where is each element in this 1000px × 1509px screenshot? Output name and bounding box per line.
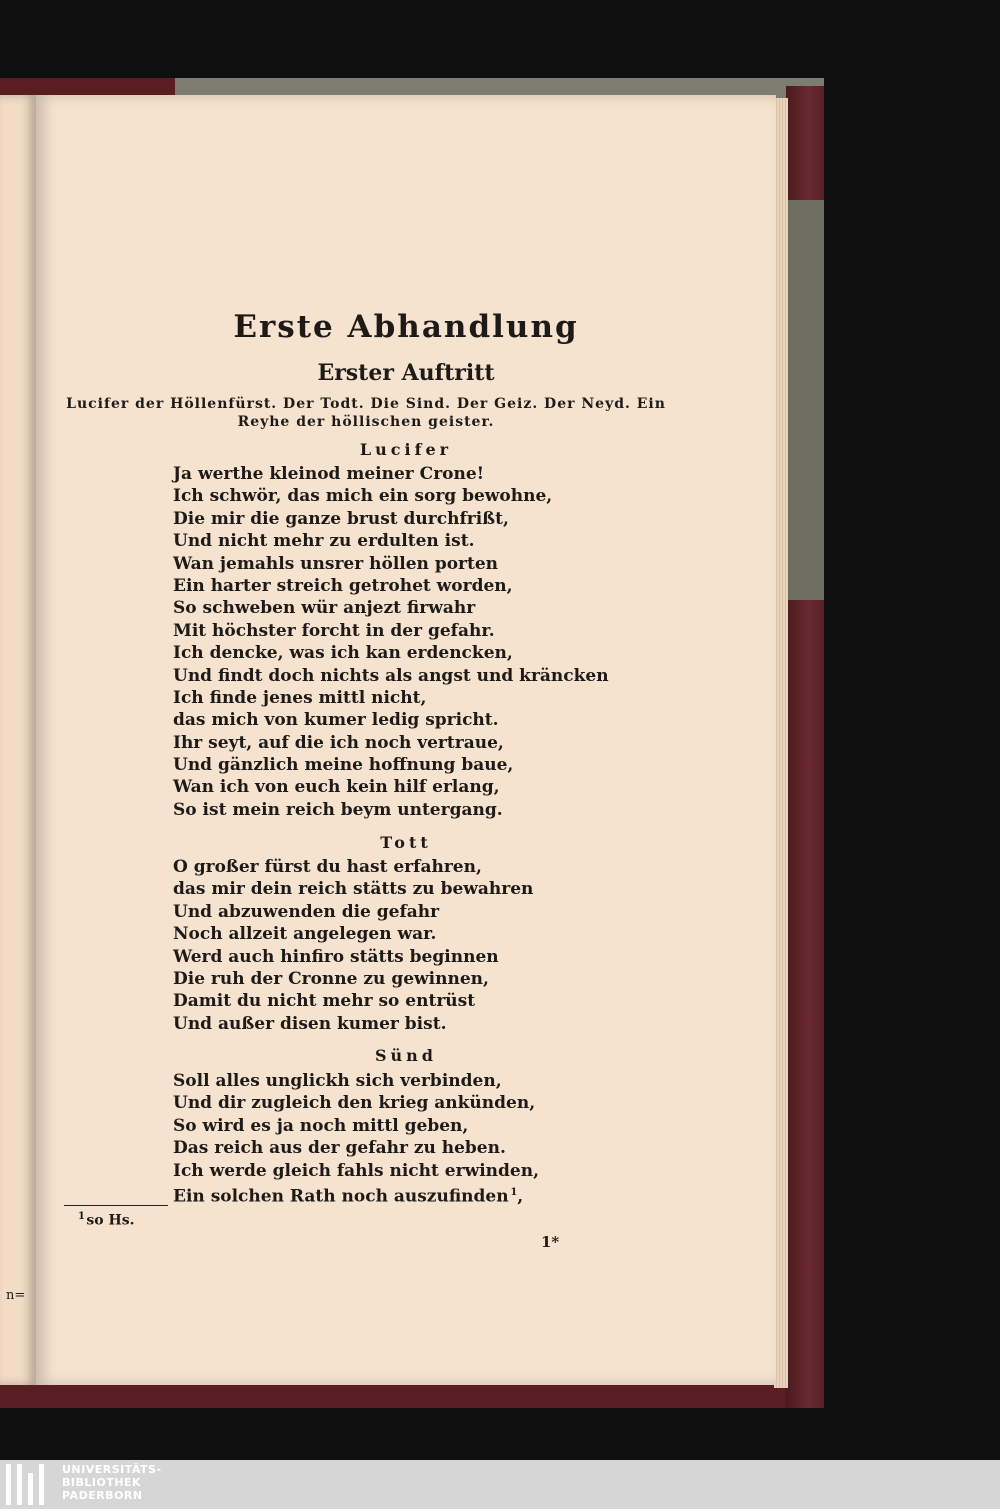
cover-marbled-panel <box>786 200 824 600</box>
footnote-reference: 1 <box>510 1186 518 1198</box>
library-logo-icon <box>6 1464 44 1505</box>
verse-line: Ich dencke, was ich kan erdencken, <box>173 643 513 664</box>
verse-block <box>173 1070 653 1207</box>
verse-line: Mit höchster forcht in der gefahr. <box>173 620 495 641</box>
library-name-line: BIBLIOTHEK <box>62 1476 142 1489</box>
verse-line: Und findt doch nichts als angst und kräncken <box>173 665 609 686</box>
cast-list <box>66 395 666 431</box>
verse-line: So schweben wür anjezt firwahr <box>173 598 476 619</box>
verse-line-text: Ein solchen Rath noch auszufinden <box>173 1186 509 1207</box>
verse-line: Und außer disen kumer bist. <box>173 1013 447 1034</box>
verse-block <box>173 463 653 821</box>
printer-signature: 1* <box>541 1233 560 1251</box>
verse-line: Ich finde jenes mittl nicht, <box>173 687 427 708</box>
verse-line-punctuation: , <box>517 1186 524 1207</box>
footnote-rule <box>64 1205 168 1206</box>
verse-line: Das reich aus der gefahr zu heben. <box>173 1138 506 1159</box>
verse-line: So wird es ja noch mittl geben, <box>173 1115 469 1136</box>
left-page-fragment: n= <box>6 1288 26 1303</box>
verse-line: Wan jemahls unsrer höllen porten <box>173 553 499 574</box>
verse-line: Ja werthe kleinod meiner Crone! <box>173 464 485 484</box>
verse-line: O großer fürst du hast erfahren, <box>173 857 482 877</box>
footnote-mark: 1 <box>78 1211 85 1222</box>
verse-line: Die ruh der Cronne zu gewinnen, <box>173 968 489 989</box>
verse-line: Noch allzeit angelegen war. <box>173 924 437 945</box>
left-page <box>0 95 36 1385</box>
verse-line: Und abzuwenden die gefahr <box>173 901 440 922</box>
speaker-name: Lucifer <box>359 440 453 459</box>
speaker-name: Sünd <box>374 1046 437 1065</box>
verse-line: Ihr seyt, auf die ich noch vertraue, <box>173 732 504 753</box>
library-name-line: UNIVERSITÄTS- <box>62 1463 162 1476</box>
document-page <box>36 95 776 1385</box>
verse-line: Wan ich von euch kein hilf erlang, <box>173 777 500 798</box>
verse-line: das mich von kumer ledig spricht. <box>173 710 499 731</box>
verse-line: Ich werde gleich fahls nicht erwinden, <box>173 1160 539 1181</box>
verse-line: Ich schwör, das mich ein sorg bewohne, <box>173 486 553 507</box>
act-title: Erste Abhandlung <box>233 309 579 345</box>
page-stack-edges <box>774 98 788 1388</box>
verse-line: So ist mein reich beym untergang. <box>173 799 503 820</box>
library-name-line: PADERBORN <box>62 1489 143 1502</box>
speaker-name: Tott <box>380 833 432 852</box>
verse-line: Und dir zugleich den krieg ankünden, <box>173 1093 536 1114</box>
verse-block <box>173 856 653 1035</box>
verse-line: Die mir die ganze brust durchfrißt, <box>173 508 509 529</box>
footnote-text: so Hs. <box>86 1212 135 1229</box>
verse-line: Damit du nicht mehr so entrüst <box>173 991 476 1012</box>
footnote <box>78 1211 134 1229</box>
library-footer <box>0 1460 1000 1509</box>
verse-line: Und gänzlich meine hoffnung baue, <box>173 755 514 776</box>
verse-line: das mir dein reich stätts zu bewahren <box>173 879 534 900</box>
verse-line: Ein harter streich getrohet worden, <box>173 575 513 596</box>
verse-line: Und nicht mehr zu erdulten ist. <box>173 531 475 552</box>
library-name <box>62 1463 162 1502</box>
cast-line: Lucifer der Höllenfürst. Der Todt. Die Sind. Der Geiz. Der Neyd. Ein <box>66 396 666 412</box>
verse-line-with-footnote <box>173 1182 653 1207</box>
verse-line: Werd auch hinfiro stätts beginnen <box>173 946 499 967</box>
cast-line: Reyhe der höllischen geister. <box>237 414 495 430</box>
verse-line: Soll alles unglickh sich verbinden, <box>173 1071 502 1091</box>
scene-title: Erster Auftritt <box>317 360 495 386</box>
